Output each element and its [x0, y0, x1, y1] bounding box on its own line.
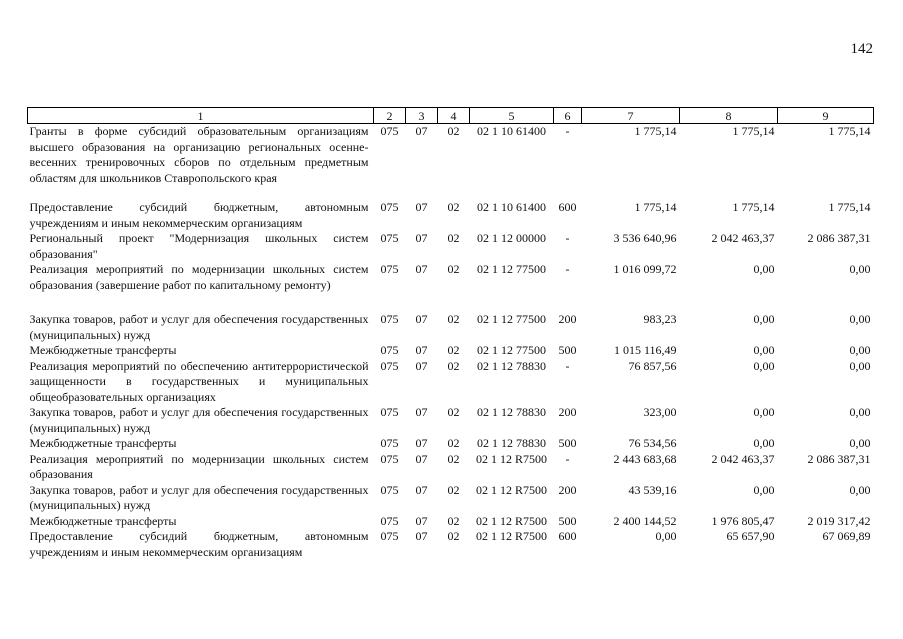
row-amount-col8: 1 976 805,47 — [711, 513, 775, 528]
column-header-5: 5 — [470, 108, 554, 124]
row-amount-col7: 76 857,56 — [628, 358, 677, 373]
table-row — [28, 124, 874, 187]
row-amount-col9: 2 086 387,31 — [807, 451, 871, 466]
row-description: Предоставление субсидий бюджетным, автономным учреждениям и иным некоммерческим организациям — [29, 200, 369, 230]
table-row — [28, 343, 874, 359]
row-code-section: 07 — [415, 358, 428, 373]
column-header-4: 4 — [438, 108, 470, 124]
row-code-subsection: 02 — [447, 529, 460, 543]
row-amount-col8: 0,00 — [753, 358, 775, 373]
row-amount-col8: 2 042 463,37 — [711, 451, 775, 466]
row-amount-col8: 1 775,14 — [732, 124, 775, 138]
row-amount-col7: 1 016 099,72 — [613, 262, 677, 276]
row-code-target: 02 1 12 78830 — [477, 405, 546, 419]
row-amount-col9: 0,00 — [849, 358, 871, 373]
table-row — [28, 514, 874, 530]
row-code-ministry: 075 — [380, 262, 399, 276]
row-code-section: 07 — [415, 200, 428, 214]
row-code-expense-type: 500 — [558, 513, 577, 528]
row-amount-col9: 2 086 387,31 — [807, 231, 871, 245]
row-code-section: 07 — [415, 312, 428, 326]
table-row — [28, 200, 874, 231]
row-amount-col8: 2 042 463,37 — [711, 231, 775, 245]
table-row — [28, 405, 874, 436]
row-description: Закупка товаров, работ и услуг для обеспечения государственных (муниципальных) нужд — [29, 405, 369, 435]
row-amount-col9: 1 775,14 — [828, 124, 871, 138]
column-header-6: 6 — [554, 108, 582, 124]
row-code-ministry: 075 — [380, 358, 399, 373]
row-amount-col7: 323,00 — [643, 405, 677, 419]
row-amount-col7: 0,00 — [655, 529, 677, 543]
row-code-target: 02 1 12 77500 — [477, 312, 546, 326]
row-code-ministry: 075 — [380, 312, 399, 326]
row-code-expense-type: 600 — [558, 200, 577, 214]
row-code-subsection: 02 — [447, 200, 460, 214]
row-spacer — [28, 293, 874, 312]
table-row — [28, 262, 874, 293]
column-header-9: 9 — [778, 108, 874, 124]
row-code-section: 07 — [415, 343, 428, 357]
row-code-target: 02 1 12 R7500 — [475, 513, 547, 528]
row-code-section: 07 — [415, 513, 428, 528]
row-code-target: 02 1 12 78830 — [477, 436, 546, 450]
row-code-section: 07 — [415, 482, 428, 497]
row-amount-col7: 3 536 640,96 — [613, 231, 677, 245]
row-amount-col8: 1 775,14 — [732, 200, 775, 214]
row-amount-col7: 983,23 — [643, 312, 677, 326]
row-amount-col9: 0,00 — [849, 482, 871, 497]
row-code-ministry: 075 — [380, 436, 399, 450]
column-header-1: 1 — [28, 108, 374, 124]
row-code-ministry: 075 — [380, 513, 399, 528]
row-description: Предоставление субсидий бюджетным, автономным учреждениям и иным некоммерческим организациям — [29, 529, 369, 559]
row-code-expense-type: - — [565, 231, 570, 245]
row-amount-col9: 0,00 — [849, 436, 871, 450]
column-header-3: 3 — [406, 108, 438, 124]
row-amount-col7: 1 015 116,49 — [613, 343, 677, 357]
table-body — [28, 124, 874, 561]
row-code-ministry: 075 — [380, 482, 399, 497]
row-amount-col8: 0,00 — [753, 312, 775, 326]
row-code-target: 02 1 10 61400 — [477, 124, 546, 138]
row-code-ministry: 075 — [380, 529, 399, 543]
row-code-expense-type: - — [565, 451, 570, 466]
row-description: Межбюджетные трансферты — [29, 513, 177, 528]
column-header-2: 2 — [374, 108, 406, 124]
budget-table — [27, 107, 874, 560]
row-description: Реализация мероприятий по обеспечению антитеррористической защищенности в государственных и муниципальных общеобразовательных организациях — [29, 358, 369, 404]
column-header-8: 8 — [680, 108, 778, 124]
row-amount-col8: 65 657,90 — [726, 529, 775, 543]
table-row — [28, 452, 874, 483]
row-code-expense-type: 500 — [558, 436, 577, 450]
row-amount-col8: 0,00 — [753, 405, 775, 419]
row-code-target: 02 1 12 78830 — [477, 358, 546, 373]
header-row — [28, 108, 874, 124]
row-code-section: 07 — [415, 231, 428, 245]
row-description: Межбюджетные трансферты — [29, 343, 177, 357]
row-code-section: 07 — [415, 451, 428, 466]
row-amount-col9: 0,00 — [849, 405, 871, 419]
table-row — [28, 436, 874, 452]
row-code-expense-type: 200 — [558, 405, 577, 419]
row-code-ministry: 075 — [380, 231, 399, 245]
row-code-section: 07 — [415, 262, 428, 276]
row-description: Реализация мероприятий по модернизации школьных систем образования (завершение работ по капитальному ремонту) — [29, 262, 369, 292]
row-code-subsection: 02 — [447, 312, 460, 326]
row-amount-col9: 0,00 — [849, 343, 871, 357]
row-code-subsection: 02 — [447, 124, 460, 138]
row-amount-col8: 0,00 — [753, 482, 775, 497]
row-code-target: 02 1 12 R7500 — [475, 451, 547, 466]
row-amount-col7: 76 534,56 — [628, 436, 677, 450]
row-description: Межбюджетные трансферты — [29, 436, 177, 450]
table-row — [28, 483, 874, 514]
row-code-section: 07 — [415, 405, 428, 419]
row-code-expense-type: 600 — [558, 529, 577, 543]
row-code-target: 02 1 12 00000 — [477, 231, 546, 245]
table-row — [28, 312, 874, 343]
row-code-expense-type: - — [565, 358, 570, 373]
row-description: Закупка товаров, работ и услуг для обеспечения государственных (муниципальных) нужд — [29, 482, 369, 512]
row-code-expense-type: - — [565, 124, 570, 138]
row-code-section: 07 — [415, 436, 428, 450]
table-row — [28, 359, 874, 406]
row-code-subsection: 02 — [447, 436, 460, 450]
row-description: Региональный проект "Модернизация школьных систем образования" — [29, 231, 369, 261]
row-code-expense-type: - — [565, 262, 570, 276]
row-code-subsection: 02 — [447, 482, 460, 497]
row-code-expense-type: 500 — [558, 343, 577, 357]
row-code-section: 07 — [415, 124, 428, 138]
row-code-expense-type: 200 — [558, 312, 577, 326]
row-code-subsection: 02 — [447, 231, 460, 245]
row-description: Закупка товаров, работ и услуг для обеспечения государственных (муниципальных) нужд — [29, 312, 369, 342]
row-amount-col7: 2 400 144,52 — [613, 513, 677, 528]
row-amount-col9: 2 019 317,42 — [807, 513, 871, 528]
row-amount-col9: 0,00 — [849, 312, 871, 326]
row-code-subsection: 02 — [447, 405, 460, 419]
row-amount-col7: 1 775,14 — [634, 124, 677, 138]
row-amount-col7: 2 443 683,68 — [613, 451, 677, 466]
row-code-ministry: 075 — [380, 405, 399, 419]
row-amount-col9: 1 775,14 — [828, 200, 871, 214]
page-number: 142 — [850, 41, 873, 57]
row-code-subsection: 02 — [447, 343, 460, 357]
row-amount-col8: 0,00 — [753, 343, 775, 357]
row-code-target: 02 1 12 R7500 — [475, 482, 547, 497]
row-code-target: 02 1 12 R7500 — [475, 529, 547, 543]
table-row — [28, 529, 874, 560]
row-amount-col9: 0,00 — [849, 262, 871, 276]
row-code-subsection: 02 — [447, 358, 460, 373]
row-code-subsection: 02 — [447, 262, 460, 276]
row-description: Реализация мероприятий по модернизации школьных систем образования — [29, 451, 369, 481]
row-amount-col8: 0,00 — [753, 262, 775, 276]
row-code-ministry: 075 — [380, 200, 399, 214]
row-amount-col9: 67 069,89 — [822, 529, 871, 543]
row-amount-col8: 0,00 — [753, 436, 775, 450]
row-code-ministry: 075 — [380, 451, 399, 466]
table-row — [28, 231, 874, 262]
row-amount-col7: 1 775,14 — [634, 200, 677, 214]
column-header-7: 7 — [582, 108, 680, 124]
row-code-subsection: 02 — [447, 513, 460, 528]
row-code-section: 07 — [415, 529, 428, 543]
row-code-expense-type: 200 — [558, 482, 577, 497]
row-code-target: 02 1 12 77500 — [477, 343, 546, 357]
row-code-target: 02 1 10 61400 — [477, 200, 546, 214]
row-amount-col7: 43 539,16 — [628, 482, 677, 497]
row-description: Гранты в форме субсидий образовательным организациям высшего образования на организацию региональных осенне-весенних тренировочных сборов по отдельным предметным областям для школьников Ставропольского края — [29, 124, 369, 185]
row-code-target: 02 1 12 77500 — [477, 262, 546, 276]
table-header — [28, 108, 874, 124]
row-spacer — [28, 186, 874, 200]
row-code-ministry: 075 — [380, 343, 399, 357]
row-code-ministry: 075 — [380, 124, 399, 138]
row-code-subsection: 02 — [447, 451, 460, 466]
